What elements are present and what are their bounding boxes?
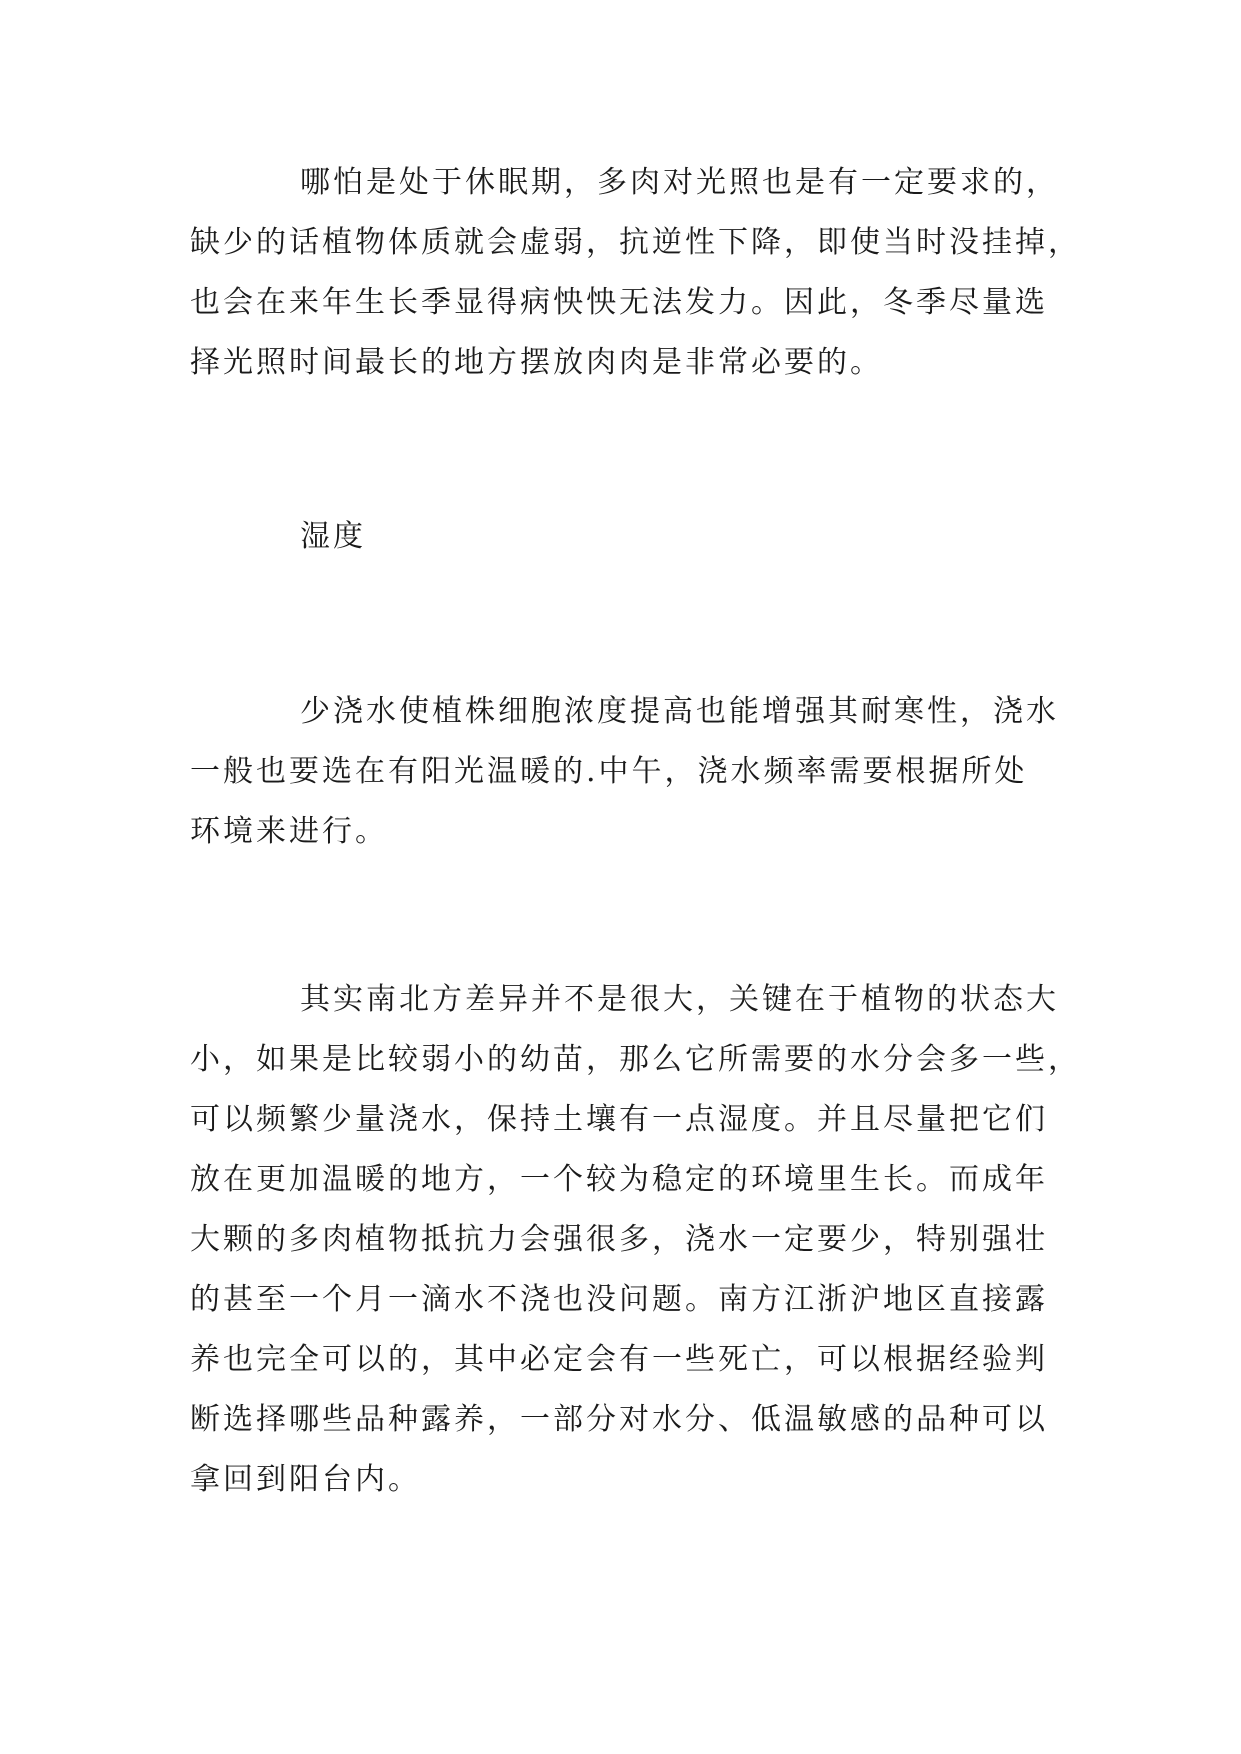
- paragraph-line: 可以频繁少量浇水，保持土壤有一点湿度。并且尽量把它们: [190, 1102, 1048, 1137]
- paragraph-line: 少浇水使植株细胞浓度提高也能增强其耐寒性，浇水: [300, 694, 1059, 729]
- paragraph-line: 拿回到阳台内。: [190, 1462, 421, 1497]
- paragraph-line: 环境来进行。: [190, 814, 388, 849]
- paragraph-line: 择光照时间最长的地方摆放肉肉是非常必要的。: [190, 345, 883, 380]
- paragraph-line: 放在更加温暖的地方，一个较为稳定的环境里生长。而成年: [190, 1162, 1048, 1197]
- paragraph-watering: [190, 682, 1059, 862]
- paragraph-line: 的甚至一个月一滴水不浇也没问题。南方江浙沪地区直接露: [190, 1282, 1048, 1317]
- paragraph-line: 大颗的多肉植物抵抗力会强很多，浇水一定要少，特别强壮: [190, 1222, 1048, 1257]
- paragraph-light: [190, 153, 1081, 393]
- paragraph-line: 断选择哪些品种露养，一部分对水分、低温敏感的品种可以: [190, 1402, 1048, 1437]
- paragraph-line: 缺少的话植物体质就会虚弱，抗逆性下降，即使当时没挂掉，: [190, 225, 1081, 260]
- section-heading-text: 湿度: [300, 519, 366, 554]
- section-heading: [190, 507, 1050, 567]
- paragraph-regions: [190, 970, 1081, 1510]
- paragraph-line: 也会在来年生长季显得病怏怏无法发力。因此，冬季尽量选: [190, 285, 1048, 320]
- paragraph-line: 养也完全可以的，其中必定会有一些死亡，可以根据经验判: [190, 1342, 1048, 1377]
- paragraph-line: 哪怕是处于休眠期，多肉对光照也是有一定要求的，: [300, 165, 1059, 200]
- paragraph-line: 小，如果是比较弱小的幼苗，那么它所需要的水分会多一些，: [190, 1042, 1081, 1077]
- paragraph-line: 其实南北方差异并不是很大，关键在于植物的状态大: [300, 982, 1059, 1017]
- paragraph-line: 一般也要选在有阳光温暖的.中午，浇水频率需要根据所处: [190, 754, 1028, 789]
